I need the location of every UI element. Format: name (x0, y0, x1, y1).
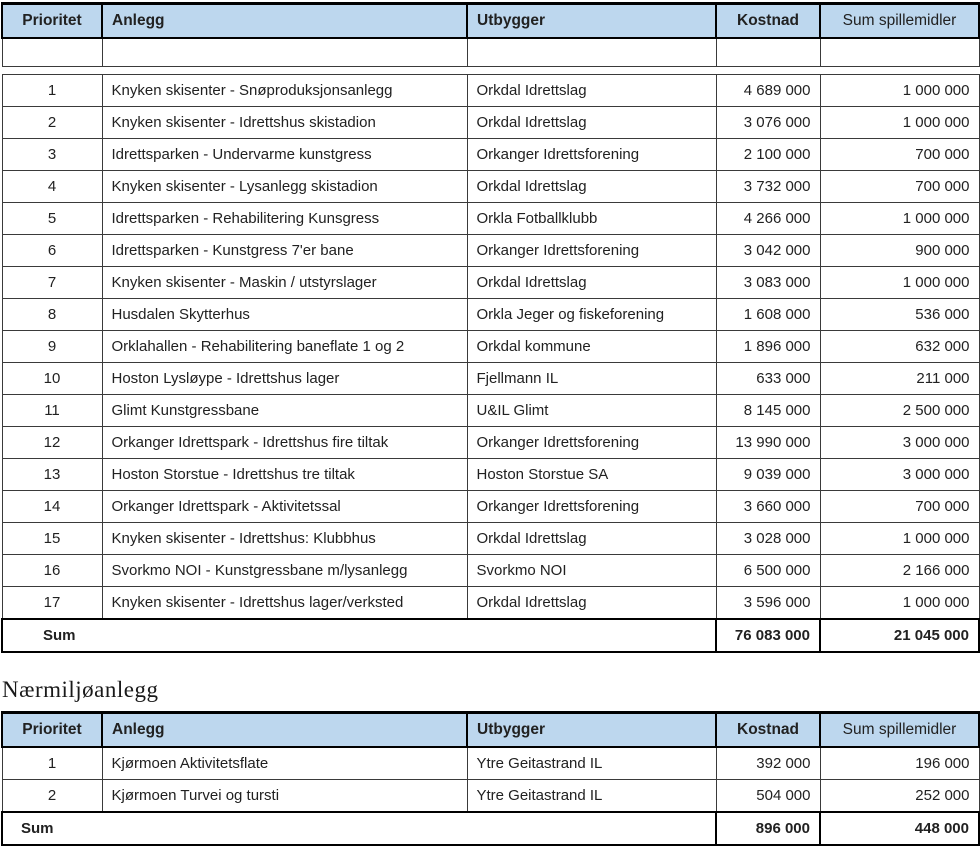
empty-cell-priority (2, 38, 102, 67)
cell-priority: 7 (2, 267, 102, 299)
cell-grants: 3 000 000 (820, 427, 979, 459)
sum-cost: 76 083 000 (716, 619, 820, 652)
column-header-developer: Utbygger (467, 713, 716, 748)
cell-grants: 252 000 (820, 780, 979, 813)
section-title: Nærmiljøanlegg (2, 677, 159, 702)
table-row (2, 491, 979, 523)
cell-developer: Orkanger Idrettsforening (467, 491, 716, 523)
cell-facility: Idrettsparken - Rehabilitering Kunsgress (102, 203, 467, 235)
table-row (2, 203, 979, 235)
table-gap (0, 67, 980, 74)
priority-table-data (1, 74, 980, 653)
cell-developer: Orkdal Idrettslag (467, 171, 716, 203)
cell-grants: 1 000 000 (820, 203, 979, 235)
cell-priority: 15 (2, 523, 102, 555)
cell-cost: 13 990 000 (716, 427, 820, 459)
cell-priority: 16 (2, 555, 102, 587)
cell-cost: 3 076 000 (716, 107, 820, 139)
cell-cost: 3 660 000 (716, 491, 820, 523)
column-header-priority: Prioritet (2, 713, 102, 748)
cell-facility: Hoston Storstue - Idrettshus tre tiltak (102, 459, 467, 491)
cell-grants: 1 000 000 (820, 107, 979, 139)
column-header-developer: Utbygger (467, 4, 716, 39)
sum-cost: 896 000 (716, 812, 820, 845)
cell-priority: 14 (2, 491, 102, 523)
table-row (2, 267, 979, 299)
cell-cost: 9 039 000 (716, 459, 820, 491)
cell-grants: 1 000 000 (820, 523, 979, 555)
cell-priority: 1 (2, 747, 102, 780)
empty-cell-facility (102, 38, 467, 67)
table-row (2, 747, 979, 780)
cell-grants: 1 000 000 (820, 587, 979, 620)
table-row (2, 363, 979, 395)
cell-facility: Husdalen Skytterhus (102, 299, 467, 331)
cell-grants: 700 000 (820, 139, 979, 171)
cell-developer: Ytre Geitastrand IL (467, 780, 716, 813)
cell-priority: 9 (2, 331, 102, 363)
cell-grants: 196 000 (820, 747, 979, 780)
cell-cost: 3 028 000 (716, 523, 820, 555)
cell-grants: 1 000 000 (820, 267, 979, 299)
column-header-cost: Kostnad (716, 4, 820, 39)
cell-developer: Orkanger Idrettsforening (467, 427, 716, 459)
cell-facility: Knyken skisenter - Snøproduksjonsanlegg (102, 75, 467, 107)
cell-developer: Orkdal kommune (467, 331, 716, 363)
table-row (2, 427, 979, 459)
cell-grants: 211 000 (820, 363, 979, 395)
column-header-cost: Kostnad (716, 713, 820, 748)
cell-cost: 2 100 000 (716, 139, 820, 171)
table-row (2, 459, 979, 491)
cell-cost: 392 000 (716, 747, 820, 780)
column-header-priority: Prioritet (2, 4, 102, 39)
cell-facility: Kjørmoen Turvei og tursti (102, 780, 467, 813)
cell-facility: Orkanger Idrettspark - Idrettshus fire tiltak (102, 427, 467, 459)
table-row (2, 75, 979, 107)
cell-developer: Orkla Jeger og fiskeforening (467, 299, 716, 331)
table-row (2, 523, 979, 555)
header-row (2, 713, 979, 748)
cell-developer: Orkdal Idrettslag (467, 587, 716, 620)
cell-priority: 13 (2, 459, 102, 491)
cell-facility: Glimt Kunstgressbane (102, 395, 467, 427)
cell-cost: 1 608 000 (716, 299, 820, 331)
cell-facility: Hoston Lysløype - Idrettshus lager (102, 363, 467, 395)
cell-facility: Orklahallen - Rehabilitering baneflate 1 og 2 (102, 331, 467, 363)
cell-developer: U&IL Glimt (467, 395, 716, 427)
column-header-grants: Sum spillemidler (820, 713, 979, 748)
cell-facility: Knyken skisenter - Lysanlegg skistadion (102, 171, 467, 203)
cell-priority: 5 (2, 203, 102, 235)
cell-cost: 4 266 000 (716, 203, 820, 235)
cell-facility: Knyken skisenter - Idrettshus lager/verksted (102, 587, 467, 620)
cell-cost: 3 732 000 (716, 171, 820, 203)
sum-label: Sum (2, 812, 716, 845)
cell-facility: Knyken skisenter - Idrettshus: Klubbhus (102, 523, 467, 555)
sum-label: Sum (2, 619, 716, 652)
cell-facility: Svorkmo NOI - Kunstgressbane m/lysanlegg (102, 555, 467, 587)
sum-row (2, 619, 979, 652)
cell-facility: Idrettsparken - Kunstgress 7'er bane (102, 235, 467, 267)
cell-cost: 3 042 000 (716, 235, 820, 267)
sum-row (2, 812, 979, 845)
column-header-facility: Anlegg (102, 713, 467, 748)
cell-priority: 2 (2, 107, 102, 139)
cell-priority: 8 (2, 299, 102, 331)
cell-cost: 8 145 000 (716, 395, 820, 427)
cell-cost: 3 083 000 (716, 267, 820, 299)
cell-priority: 11 (2, 395, 102, 427)
table-row (2, 331, 979, 363)
cell-facility: Kjørmoen Aktivitetsflate (102, 747, 467, 780)
empty-row (2, 38, 979, 67)
cell-developer: Orkdal Idrettslag (467, 75, 716, 107)
cell-cost: 1 896 000 (716, 331, 820, 363)
empty-cell-cost (716, 38, 820, 67)
sum-grants: 21 045 000 (820, 619, 979, 652)
sum-grants: 448 000 (820, 812, 979, 845)
table-row (2, 587, 979, 620)
cell-developer: Orkla Fotballklubb (467, 203, 716, 235)
cell-facility: Knyken skisenter - Maskin / utstyrslager (102, 267, 467, 299)
cell-grants: 900 000 (820, 235, 979, 267)
cell-cost: 504 000 (716, 780, 820, 813)
cell-priority: 1 (2, 75, 102, 107)
cell-developer: Orkanger Idrettsforening (467, 139, 716, 171)
cell-developer: Svorkmo NOI (467, 555, 716, 587)
cell-priority: 10 (2, 363, 102, 395)
cell-grants: 2 166 000 (820, 555, 979, 587)
cell-grants: 2 500 000 (820, 395, 979, 427)
cell-priority: 12 (2, 427, 102, 459)
cell-developer: Fjellmann IL (467, 363, 716, 395)
cell-facility: Knyken skisenter - Idrettshus skistadion (102, 107, 467, 139)
cell-grants: 632 000 (820, 331, 979, 363)
cell-grants: 3 000 000 (820, 459, 979, 491)
table-row (2, 139, 979, 171)
cell-developer: Hoston Storstue SA (467, 459, 716, 491)
cell-grants: 700 000 (820, 171, 979, 203)
table-row (2, 780, 979, 813)
cell-cost: 4 689 000 (716, 75, 820, 107)
table-row (2, 107, 979, 139)
cell-priority: 17 (2, 587, 102, 620)
naermiljo-table (1, 711, 980, 846)
cell-cost: 3 596 000 (716, 587, 820, 620)
table-row (2, 235, 979, 267)
empty-cell-developer (467, 38, 716, 67)
table-row (2, 299, 979, 331)
header-row (2, 4, 979, 39)
cell-developer: Ytre Geitastrand IL (467, 747, 716, 780)
cell-facility: Idrettsparken - Undervarme kunstgress (102, 139, 467, 171)
cell-grants: 1 000 000 (820, 75, 979, 107)
cell-priority: 4 (2, 171, 102, 203)
cell-developer: Orkdal Idrettslag (467, 107, 716, 139)
cell-developer: Orkdal Idrettslag (467, 523, 716, 555)
cell-facility: Orkanger Idrettspark - Aktivitetssal (102, 491, 467, 523)
cell-developer: Orkdal Idrettslag (467, 267, 716, 299)
empty-cell-grants (820, 38, 979, 67)
cell-developer: Orkanger Idrettsforening (467, 235, 716, 267)
cell-priority: 6 (2, 235, 102, 267)
cell-cost: 633 000 (716, 363, 820, 395)
cell-cost: 6 500 000 (716, 555, 820, 587)
column-header-facility: Anlegg (102, 4, 467, 39)
cell-priority: 3 (2, 139, 102, 171)
cell-grants: 700 000 (820, 491, 979, 523)
table-row (2, 395, 979, 427)
table-row (2, 555, 979, 587)
cell-grants: 536 000 (820, 299, 979, 331)
priority-table-header (1, 2, 980, 67)
cell-priority: 2 (2, 780, 102, 813)
column-header-grants: Sum spillemidler (820, 4, 979, 39)
table-row (2, 171, 979, 203)
